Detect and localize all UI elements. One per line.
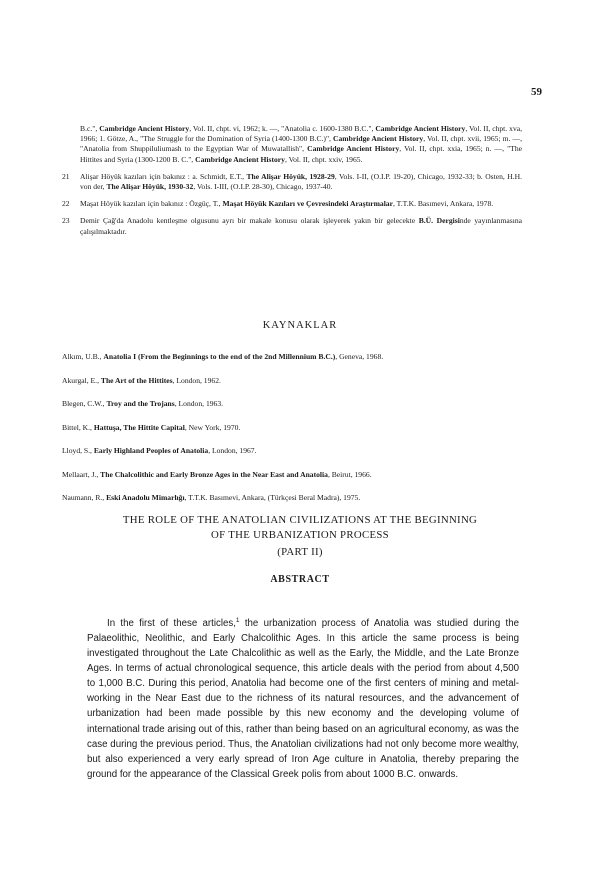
footnote-segment: Cambridge Ancient History <box>333 134 424 144</box>
reference-entry <box>62 446 532 456</box>
abstract-heading: ABSTRACT <box>270 574 330 585</box>
footnote-segment: nde yayınlanmasına çalışılmaktadır. <box>80 216 522 236</box>
footnote-segment: Demir Çağ'da Anadolu kentleşme olgusunu ayrı bir makale konusu olarak işleyerek yakın bir gelecekte <box>80 216 419 226</box>
footnote-segment: B.Ü. Dergisi <box>418 216 460 226</box>
footnote-segment: The Alişar Höyük, 1930-32 <box>106 182 194 192</box>
footnote-segment: , Vols. I-III, (O.I.P. 28-30), Chicago, 1937-40. <box>193 182 333 192</box>
abstract-text-rest: the urbanization process of Anatolia was studied during the Palaeolithic, Neolithic, and Early Chalcolithic Ages. In this article the same process is being investigated throughout the Late Chalcolithic as well as the Early, the Middle, and the Late Bronze Ages. In terms of actual chronological sequence, this article deals with the period from about 4,500 to 1,000 B.C. During this period, Anatolia had become one of the first centers of mining and metal-working in the Near East due to the richness of its natural resources, and the advancement of urbanization had been made possible by this new economy and the developing volume of international trade arising out of this, rather than being based on an agricultural economy, as was the case during the previous period. Thus, the Anatolian civilizations had not only become more wealthy, but also experienced a very early spread of Iron Age culture in Anatolia, thereby preparing the ground for the appearance of the Classical Greek polis from about 1000 B.C. onwards. <box>87 617 519 780</box>
abstract-text-start: In the first of these articles, <box>107 617 236 629</box>
reference-segment: Bittel, K., <box>62 422 94 432</box>
abstract-body <box>87 613 519 782</box>
reference-list <box>62 352 532 517</box>
reference-segment: Mellaart, J., <box>62 469 101 479</box>
footnotes <box>62 124 522 244</box>
english-title-line-1: THE ROLE OF THE ANATOLIAN CIVILIZATIONS AT THE BEGINNING <box>122 514 478 526</box>
footnote-segment: , Vol. II, chpt. xvii, 1965; m. —, "Anatolia from Shuppiluliumash to the Egyptian War of Muwatallish", <box>80 134 522 154</box>
reference-segment: Alkım, U.B., <box>62 352 104 361</box>
footnote-segment: The Alişar Höyük, 1928-29 <box>246 171 335 181</box>
reference-segment: , New York, 1970. <box>184 422 241 432</box>
reference-segment: Hattuşa, The Hittite Capital <box>93 422 185 432</box>
footnote-segment: Cambridge Ancient History <box>375 124 466 133</box>
footnote-segment: B.c.", <box>80 124 100 133</box>
footnote <box>62 124 522 165</box>
reference-segment: Naumann, R., <box>62 493 107 502</box>
reference-segment: Lloyd, S., <box>62 446 94 455</box>
footnote-segment: , Vol. II, chpt. xxiv, 1965. <box>284 154 363 164</box>
footnote <box>62 172 522 192</box>
reference-segment: , London, 1963. <box>174 399 224 408</box>
reference-segment: , Beirut, 1966. <box>327 469 372 479</box>
footnote-segment: Cambridge Ancient History <box>307 144 400 154</box>
reference-segment: , T.T.K. Basımevi, Ankara, (Türkçesi Beral Madra), 1975. <box>184 493 361 502</box>
reference-segment: Blegen, C.W., <box>62 399 107 408</box>
footnote <box>62 216 522 236</box>
footnote <box>62 199 522 209</box>
reference-entry <box>62 493 532 503</box>
footnote-number: 21 <box>62 171 70 181</box>
reference-segment: , London, 1962. <box>172 375 221 385</box>
footnote-segment: Cambridge Ancient History <box>195 154 285 164</box>
footnote-segment: , Vol. II, chpt. vi, 1962; k. —, "Anatolia c. 1600-1380 B.C.", <box>189 124 376 133</box>
footnote-segment: , Vols. I-II, (O.I.P. 19-20), Chicago, 1932-33; b. Osten, H.H. von der, <box>80 171 522 192</box>
footnote-number: 23 <box>62 216 70 226</box>
footnote-number: 22 <box>62 199 70 209</box>
reference-segment: , London, 1967. <box>208 446 257 455</box>
abstract-footnote-marker: 1 <box>235 616 240 624</box>
reference-segment: Troy and the Trojans <box>106 399 175 408</box>
footnote-segment: Maşat Höyük Kazıları ve Çevresindeki Araştırmalar <box>222 199 393 209</box>
references-heading: KAYNAKLAR <box>262 320 338 331</box>
footnote-segment: Alişar Höyük kazıları için bakınız : a. Schmidt, E.T., <box>80 171 247 181</box>
reference-segment: Early Highland Peoples of Anatolia <box>93 446 209 455</box>
reference-segment: Anatolia I (From the Beginnings to the end of the 2nd Millennium B.C.) <box>103 352 336 361</box>
reference-entry <box>62 376 532 386</box>
footnote-segment: Maşat Höyük kazıları için bakınız : Özgüç, T., <box>80 199 223 209</box>
footnote-segment: , T.T.K. Basımevi, Ankara, 1978. <box>392 199 494 209</box>
reference-entry <box>62 352 532 362</box>
footnote-segment: Cambridge Ancient History <box>99 124 190 133</box>
reference-segment: The Chalcolithic and Early Bronze Ages in the Near East and Anatolia <box>100 469 328 479</box>
english-title-block <box>0 513 600 560</box>
reference-entry <box>62 423 532 433</box>
page-number: 59 <box>531 86 542 98</box>
reference-segment: Akurgal, E., <box>62 375 101 385</box>
reference-entry <box>62 470 532 480</box>
reference-entry <box>62 399 532 409</box>
reference-segment: The Art of the Hittites <box>100 375 173 385</box>
footnote-segment: , Vol. II, chpt. xxia, 1965; n. —, "The Hittites and Syria (1300-1200 B. C.", <box>80 144 522 164</box>
reference-segment: Eski Anadolu Mimarlığı <box>106 493 185 502</box>
english-title-part: (PART II) <box>277 546 323 558</box>
english-title-line-2: OF THE URBANIZATION PROCESS <box>211 529 389 541</box>
reference-segment: , Geneva, 1968. <box>335 352 384 361</box>
footnote-segment: , Vol. II, chpt. xva, 1966; 1. Götze, A., "The Struggle for the Domination of Syria (1400-1300 B.C.)", <box>80 124 523 144</box>
